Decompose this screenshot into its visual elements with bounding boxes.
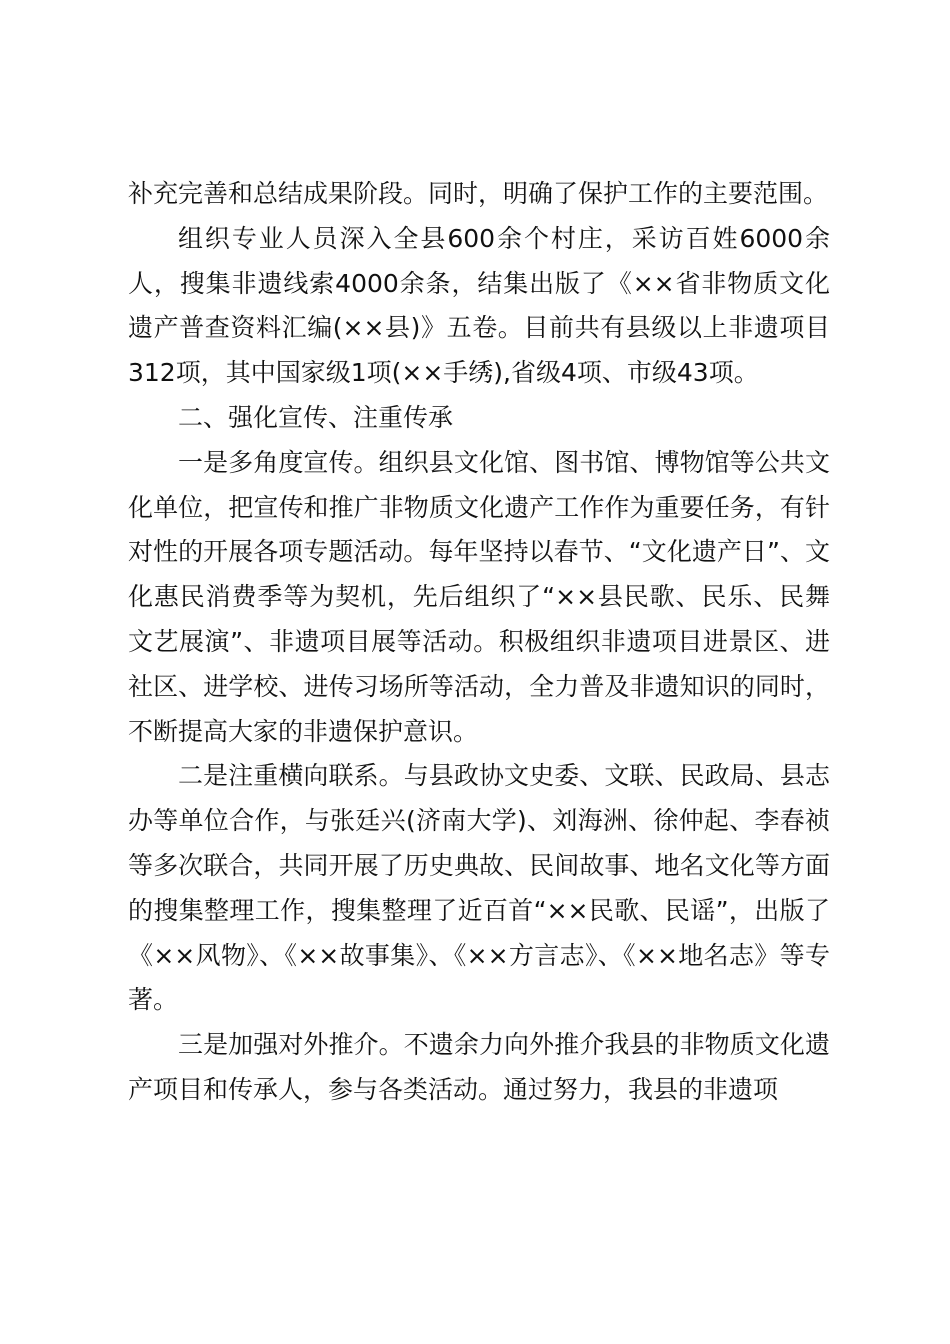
paragraph-multi-angle-promotion: 一是多角度宣传。组织县文化馆、图书馆、博物馆等公共文化单位，把宣传和推广非物质文化遗产工作作为重要任务，有针对性的开展各项专题活动。每年坚持以春节、“文化遗产日”、文化惠民消费季等为契机，先后组织了“××县民歌、民乐、民舞文艺展演”、非遗项目展等活动。积极组织非遗项目进景区、进社区、进学校、进传习场所等活动，全力普及非遗知识的同时，不断提高大家的非遗保护意识。 <box>128 447 830 746</box>
paragraph-survey-results: 组织专业人员深入全县600余个村庄，采访百姓6000余人，搜集非遗线索4000余条，结集出版了《××省非物质文化遗产普查资料汇编(××县)》五卷。目前共有县级以上非遗项目312项，其中国家级1项(××手绣),省级4项、市级43项。 <box>128 223 830 388</box>
paragraph-scope-conclusion: 补充完善和总结成果阶段。同时，明确了保护工作的主要范围。 <box>128 179 829 208</box>
document-body <box>128 172 830 1113</box>
paragraph-horizontal-cooperation: 二是注重横向联系。与县政协文史委、文联、民政局、县志办等单位合作，与张廷兴(济南大学)、刘海洲、徐仲起、李春祯等多次联合，共同开展了历史典故、民间故事、地名文化等方面的搜集整理工作，搜集整理了近百首“××民歌、民谣”，出版了《××风物》、《××故事集》、《××方言志》、《××地名志》等专著。 <box>128 761 830 1015</box>
paragraph-external-promotion: 三是加强对外推介。不遗余力向外推介我县的非物质文化遗产项目和传承人，参与各类活动。通过努力，我县的非遗项 <box>128 1030 830 1104</box>
section-heading-promotion: 二、强化宣传、注重传承 <box>178 402 454 432</box>
